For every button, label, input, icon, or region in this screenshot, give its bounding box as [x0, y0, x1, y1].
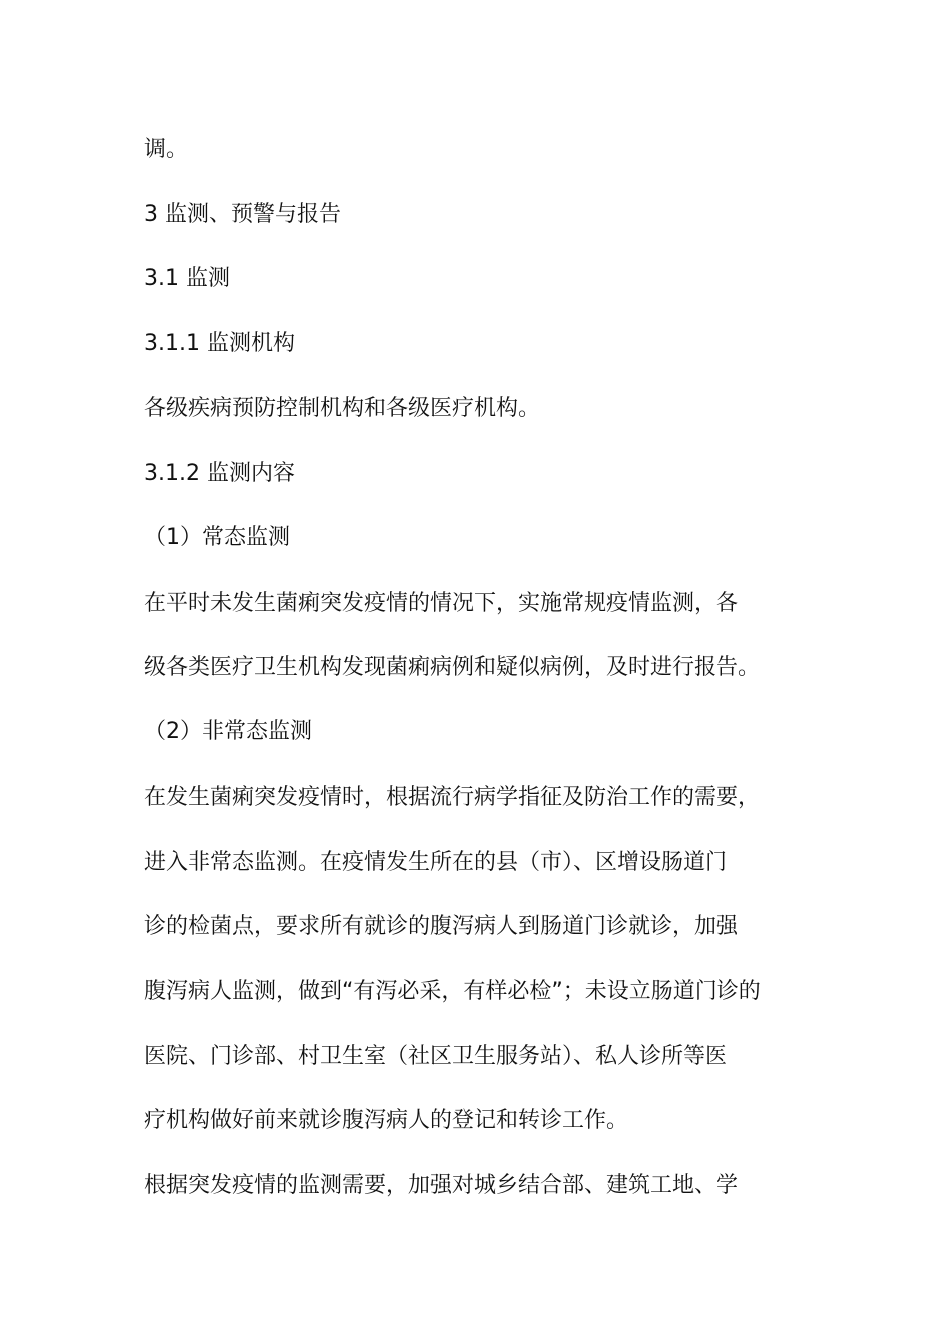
paragraph-line: 进入非常态监测。在疫情发生所在的县（市）、区增设肠道门: [144, 850, 728, 875]
section-heading-3-1-2: 3.1.2 监测内容: [144, 461, 295, 486]
paragraph-line: 根据突发疫情的监测需要，加强对城乡结合部、建筑工地、学: [144, 1173, 739, 1198]
section-heading-3: 3 监测、预警与报告: [144, 202, 341, 227]
list-heading-1: （1）常态监测: [144, 525, 290, 550]
section-heading-3-1-1: 3.1.1 监测机构: [144, 331, 295, 356]
paragraph-line: 腹泻病人监测，做到“有泻必采，有样必检”；未设立肠道门诊的: [144, 979, 761, 1004]
paragraph-line: 医院、门诊部、村卫生室（社区卫生服务站）、私人诊所等医: [144, 1044, 728, 1069]
text-line-continuation: 调。: [144, 137, 189, 162]
paragraph-line: 诊的检菌点，要求所有就诊的腹泻病人到肠道门诊就诊，加强: [144, 914, 739, 939]
paragraph-line: 在平时未发生菌痢突发疫情的情况下，实施常规疫情监测，各: [144, 591, 739, 616]
paragraph-line: 疗机构做好前来就诊腹泻病人的登记和转诊工作。: [144, 1108, 629, 1133]
paragraph-line: 级各类医疗卫生机构发现菌痢病例和疑似病例，及时进行报告。: [144, 655, 761, 680]
paragraph-line: 在发生菌痢突发疫情时，根据流行病学指征及防治工作的需要，: [144, 785, 761, 810]
section-heading-3-1: 3.1 监测: [144, 266, 230, 291]
paragraph-line: 各级疾病预防控制机构和各级医疗机构。: [144, 396, 541, 421]
list-heading-2: （2）非常态监测: [144, 719, 312, 744]
